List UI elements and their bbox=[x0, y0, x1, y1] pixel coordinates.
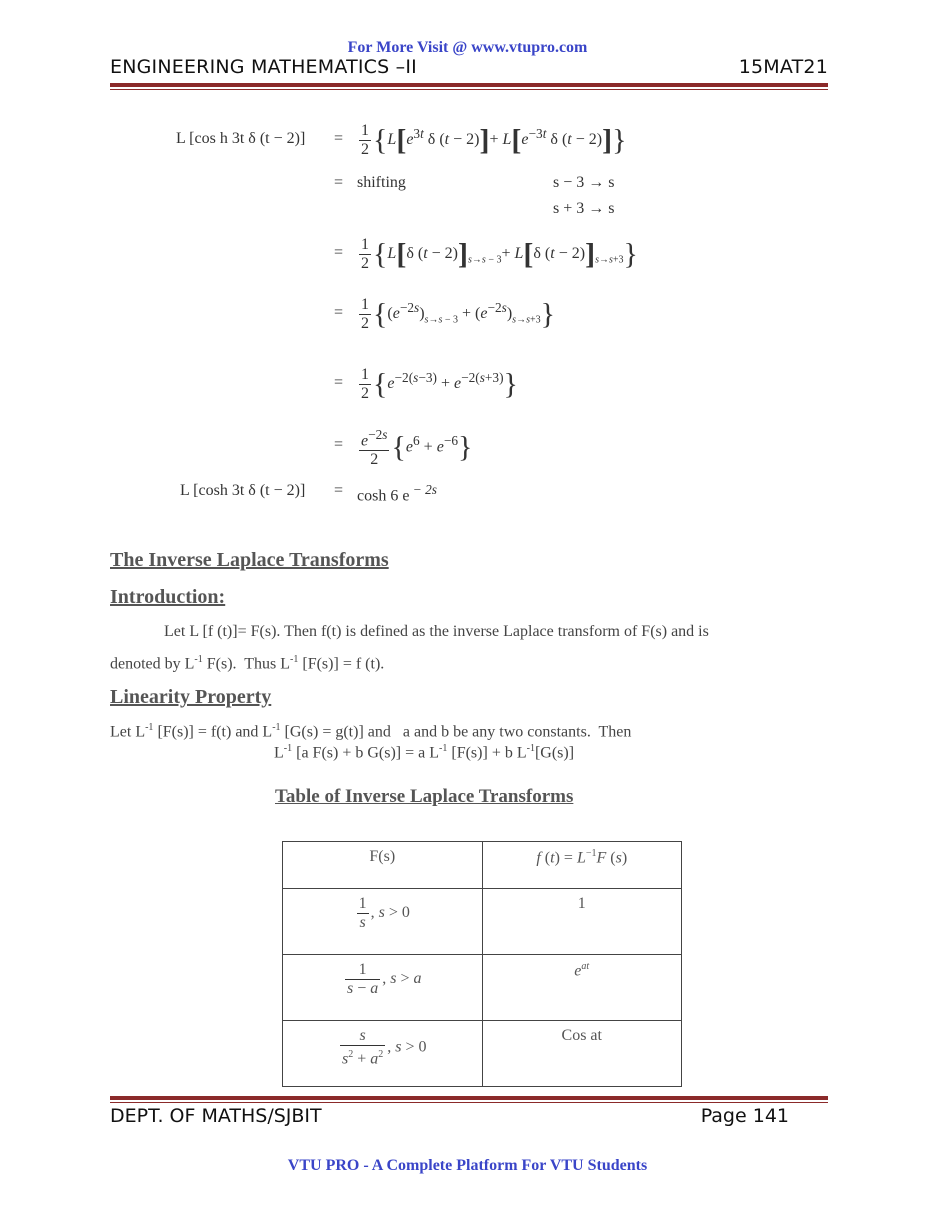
inverse-laplace-heading: The Inverse Laplace Transforms bbox=[110, 549, 389, 571]
course-code: 15MAT21 bbox=[738, 56, 828, 78]
linearity-heading: Linearity Property bbox=[110, 686, 272, 708]
intro-line-1: Let L [f (t)]= F(s). Then f(t) is defined as the inverse Laplace transform of F(s) and is bbox=[164, 623, 709, 640]
department-label: DEPT. OF MATHS/SJBIT bbox=[110, 1105, 322, 1127]
table-row bbox=[283, 1021, 682, 1087]
inverse-laplace-table bbox=[282, 841, 682, 1087]
vtu-pro-tagline[interactable]: VTU PRO - A Complete Platform For VTU Students bbox=[287, 1157, 648, 1174]
table-row bbox=[283, 955, 682, 1021]
table-header-row bbox=[283, 842, 682, 889]
page-number: Page 141 bbox=[700, 1105, 789, 1127]
visit-link[interactable]: For More Visit @ www.vtupro.com bbox=[347, 39, 588, 56]
linearity-line-1: Let $L^{-1}$ [F(s)] = f(t) and $L^{-1}$ [G(s) = g(t)] and a and b be any two constants. Then bbox=[110, 722, 632, 741]
ft-cell: Cos at bbox=[482, 1021, 682, 1087]
rhs-final: cosh 6 e bbox=[357, 487, 410, 505]
introduction-heading: Introduction: bbox=[110, 586, 226, 608]
lhs-expression: L [cos h 3t δ (t − 2)] bbox=[176, 130, 306, 147]
column-header-fs: F(s) bbox=[283, 842, 483, 889]
footer-rule bbox=[110, 1096, 828, 1100]
fs-cell: $\frac{1}{s - a}$ , s > a bbox=[283, 955, 483, 1021]
substitution-1: s − 3 → s bbox=[553, 174, 615, 191]
table-row bbox=[283, 889, 682, 955]
ft-cell: 1 bbox=[482, 889, 682, 955]
header-rule-thin bbox=[110, 89, 828, 90]
lhs-final: L [cosh 3t δ (t − 2)] bbox=[180, 482, 306, 499]
header-rule bbox=[110, 83, 828, 87]
substitution-2: s + 3 → s bbox=[553, 200, 615, 217]
column-header-ft: f $(t) = L^{-1}F$ (s) bbox=[482, 842, 682, 889]
fs-cell: $\frac{s}{s^2 + a^2}$ , s > 0 bbox=[283, 1021, 483, 1087]
fs-cell: $\frac{1}{s}$ , s > 0 bbox=[283, 889, 483, 955]
ft-cell: $e^{at}$ bbox=[482, 955, 682, 1021]
linearity-formula: $L^{-1}$ [a F(s) + b G(s)] = a $L^{-1}$ [F(s)] + b $L^{-1}[G(s)]$ bbox=[274, 743, 575, 762]
table-heading: Table of Inverse Laplace Transforms bbox=[275, 786, 574, 807]
footer-rule-thin bbox=[110, 1102, 828, 1103]
course-title: ENGINEERING MATHEMATICS –II bbox=[110, 56, 417, 78]
intro-line-2: denoted by $L^{-1}$ F(s). Thus $L^{-1}$ [F(s)] = f (t). bbox=[110, 654, 385, 673]
shifting-label: shifting bbox=[357, 174, 406, 191]
